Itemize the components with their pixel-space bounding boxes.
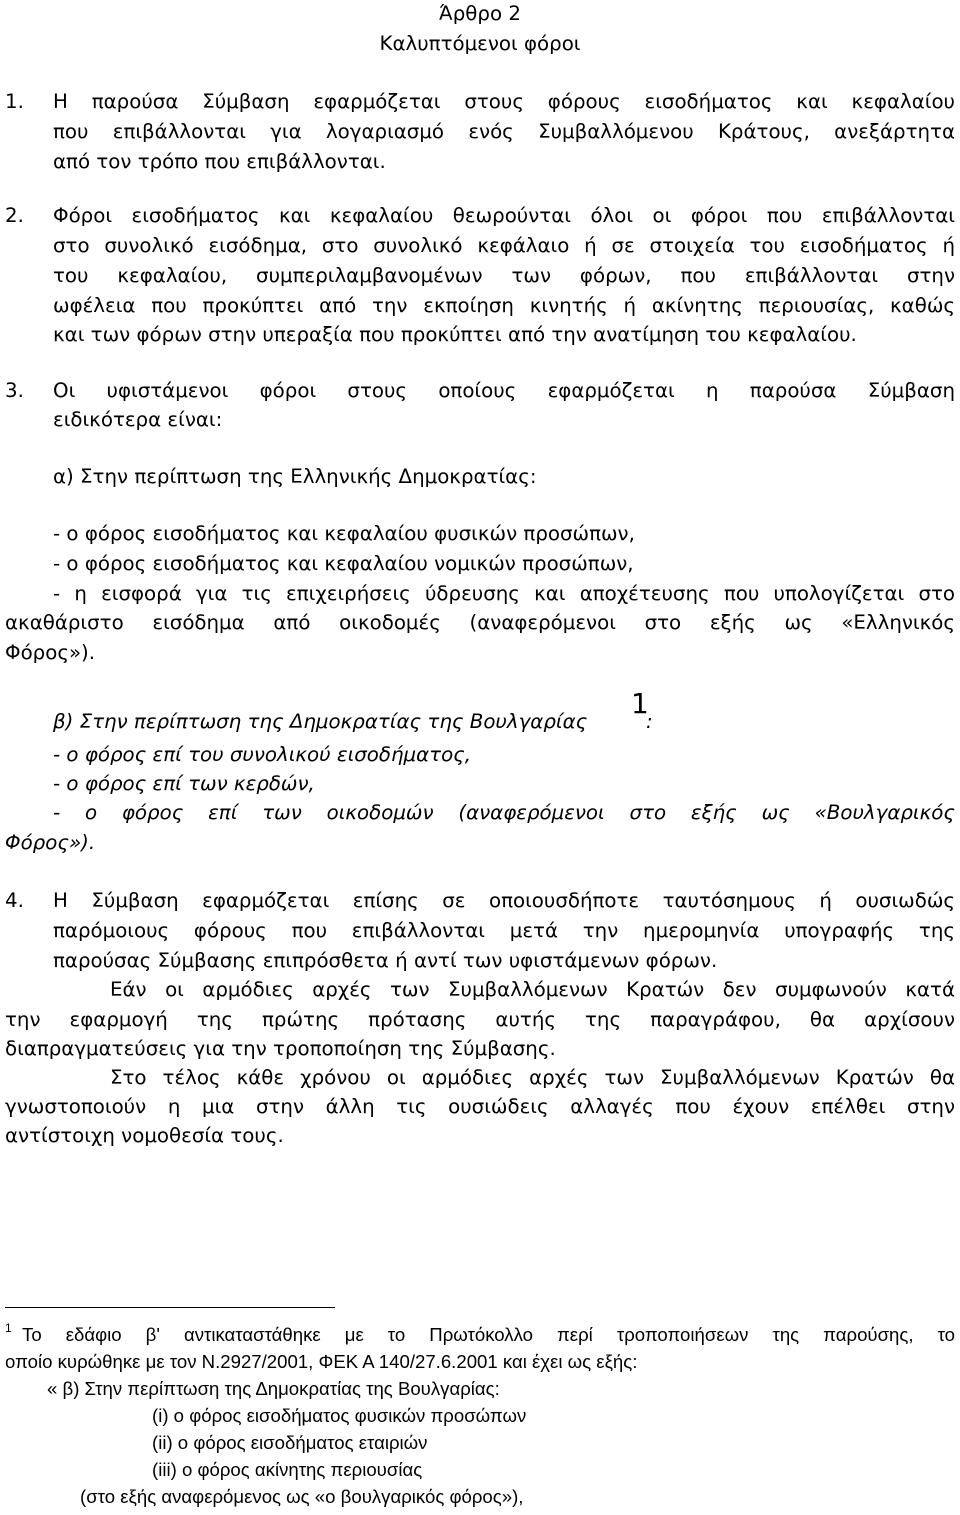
paragraph-1-line: Η παρούσα Σύμβαση εφαρμόζεται στους φόρους εισοδήματος και κεφαλαίου — [53, 90, 955, 113]
paragraph-1-line: από τον τρόπο που επιβάλλονται. — [53, 150, 386, 173]
bulgarian-taxes-heading: β) Στην περίπτωση της Δημοκρατίας της Βουλγαρίας — [53, 710, 588, 733]
paragraph-4-line: Εάν οι αρμόδιες αρχές των Συμβαλλόμενων Κρατών δεν συμφωνούν κατά — [110, 978, 955, 1001]
footnote-line: Το εδάφιο β' αντικαταστάθηκε με το Πρωτόκολλο περί τροποποιήσεων της παρούσης, το — [22, 1324, 955, 1345]
paragraph-3-number: 3. — [5, 379, 24, 402]
greek-taxes-heading: α) Στην περίπτωση της Ελληνικής Δημοκρατίας: — [53, 465, 537, 488]
paragraph-2-number: 2. — [5, 204, 24, 227]
paragraph-4-line: Στο τέλος κάθε χρόνου οι αρμόδιες αρχές των Συμβαλλόμενων Κρατών θα — [110, 1066, 955, 1089]
paragraph-4-line: γνωστοποιούν η μια στην άλλη τις ουσιώδεις αλλαγές που έχουν επέλθει στην — [5, 1095, 955, 1118]
greek-tax-item: ακαθάριστο εισόδημα από οικοδομές (αναφερόμενοι στο εξής ως «Ελληνικός — [5, 611, 955, 634]
paragraph-1-line: που επιβάλλονται για λογαριασμό ενός Συμβαλλόμενου Κράτους, ανεξάρτητα — [53, 120, 955, 143]
paragraph-4-line: αντίστοιχη νομοθεσία τους. — [5, 1124, 284, 1147]
footnote-separator — [5, 1307, 335, 1308]
footnote-line: οποίο κυρώθηκε με τον Ν.2927/2001, ΦΕΚ Α 140/27.6.2001 και έχει ως εξής: — [5, 1351, 638, 1372]
greek-tax-item: - ο φόρος εισοδήματος και κεφαλαίου νομικών προσώπων, — [53, 552, 634, 575]
paragraph-3-line: Οι υφιστάμενοι φόροι στους οποίους εφαρμόζεται η παρούσα Σύμβαση — [53, 379, 955, 402]
paragraph-4-line: παρούσας Σύμβασης επιπρόσθετα ή αντί των υφιστάμενων φόρων. — [53, 949, 718, 972]
footnote-reference[interactable]: 1 — [631, 687, 649, 720]
article-subtitle: Καλυπτόμενοι φόροι — [379, 32, 581, 55]
greek-tax-item: - η εισφορά για τις επιχειρήσεις ύδρευσης και αποχέτευσης που υπολογίζεται στο — [53, 582, 955, 605]
greek-tax-item: Φόρος»). — [5, 641, 96, 664]
paragraph-3-line: ειδικότερα είναι: — [53, 408, 223, 431]
greek-tax-item: - ο φόρος εισοδήματος και κεφαλαίου φυσικών προσώπων, — [53, 522, 635, 545]
paragraph-4-line: παρόμοιους φόρους που επιβάλλονται μετά την ημερομηνία υπογραφής της — [53, 919, 955, 942]
footnote-line: « β) Στην περίπτωση της Δημοκρατίας της Βουλγαρίας: — [47, 1378, 500, 1399]
footnote-line: (ii) ο φόρος εισοδήματος εταιριών — [152, 1432, 428, 1453]
paragraph-4-line: την εφαρμογή της πρώτης πρότασης αυτής της παραγράφου, θα αρχίσουν — [5, 1008, 955, 1031]
bulgarian-tax-item: - ο φόρος επί των οικοδομών (αναφερόμενοι στο εξής ως «Βουλγαρικός — [53, 801, 955, 824]
paragraph-2-line: στο συνολικό εισόδημα, στο συνολικό κεφάλαιο ή σε στοιχεία του εισοδήματος ή — [53, 234, 955, 257]
paragraph-4-line: διαπραγματεύσεις για την τροποποίηση της Σύμβασης. — [5, 1037, 556, 1060]
paragraph-4-line: Η Σύμβαση εφαρμόζεται επίσης σε οποιουσδήποτε ταυτόσημους ή ουσιωδώς — [53, 889, 955, 912]
paragraph-2-line: του κεφαλαίου, συμπεριλαμβανομένων των φόρων, που επιβάλλονται στην — [53, 264, 955, 287]
paragraph-4-number: 4. — [5, 889, 24, 912]
paragraph-2-line: Φόροι εισοδήματος και κεφαλαίου θεωρούνται όλοι οι φόροι που επιβάλλονται — [53, 204, 955, 227]
footnote-mark: 1 — [5, 1321, 12, 1335]
bulgarian-tax-item: - ο φόρος επί των κερδών, — [53, 772, 315, 795]
paragraph-2-line: ωφέλεια που προκύπτει από την εκποίηση κινητής ή ακίνητης περιουσίας, καθώς — [53, 294, 955, 317]
footnote-line: (iii) ο φόρος ακίνητης περιουσίας — [152, 1459, 423, 1480]
bulgarian-tax-item: - ο φόρος επί του συνολικού εισοδήματος, — [53, 743, 472, 766]
bulgarian-taxes-heading-colon: : — [646, 710, 653, 733]
paragraph-2-line: και των φόρων στην υπεραξία που προκύπτει από την ανατίμηση του κεφαλαίου. — [53, 323, 857, 346]
bulgarian-tax-item: Φόρος»). — [5, 831, 96, 854]
footnote-line: (στο εξής αναφερόμενος ως «ο βουλγαρικός φόρος»), — [80, 1486, 524, 1507]
article-title: Άρθρο 2 — [439, 2, 521, 25]
paragraph-1-number: 1. — [5, 90, 24, 113]
footnote-line: (i) ο φόρος εισοδήματος φυσικών προσώπων — [152, 1405, 527, 1426]
